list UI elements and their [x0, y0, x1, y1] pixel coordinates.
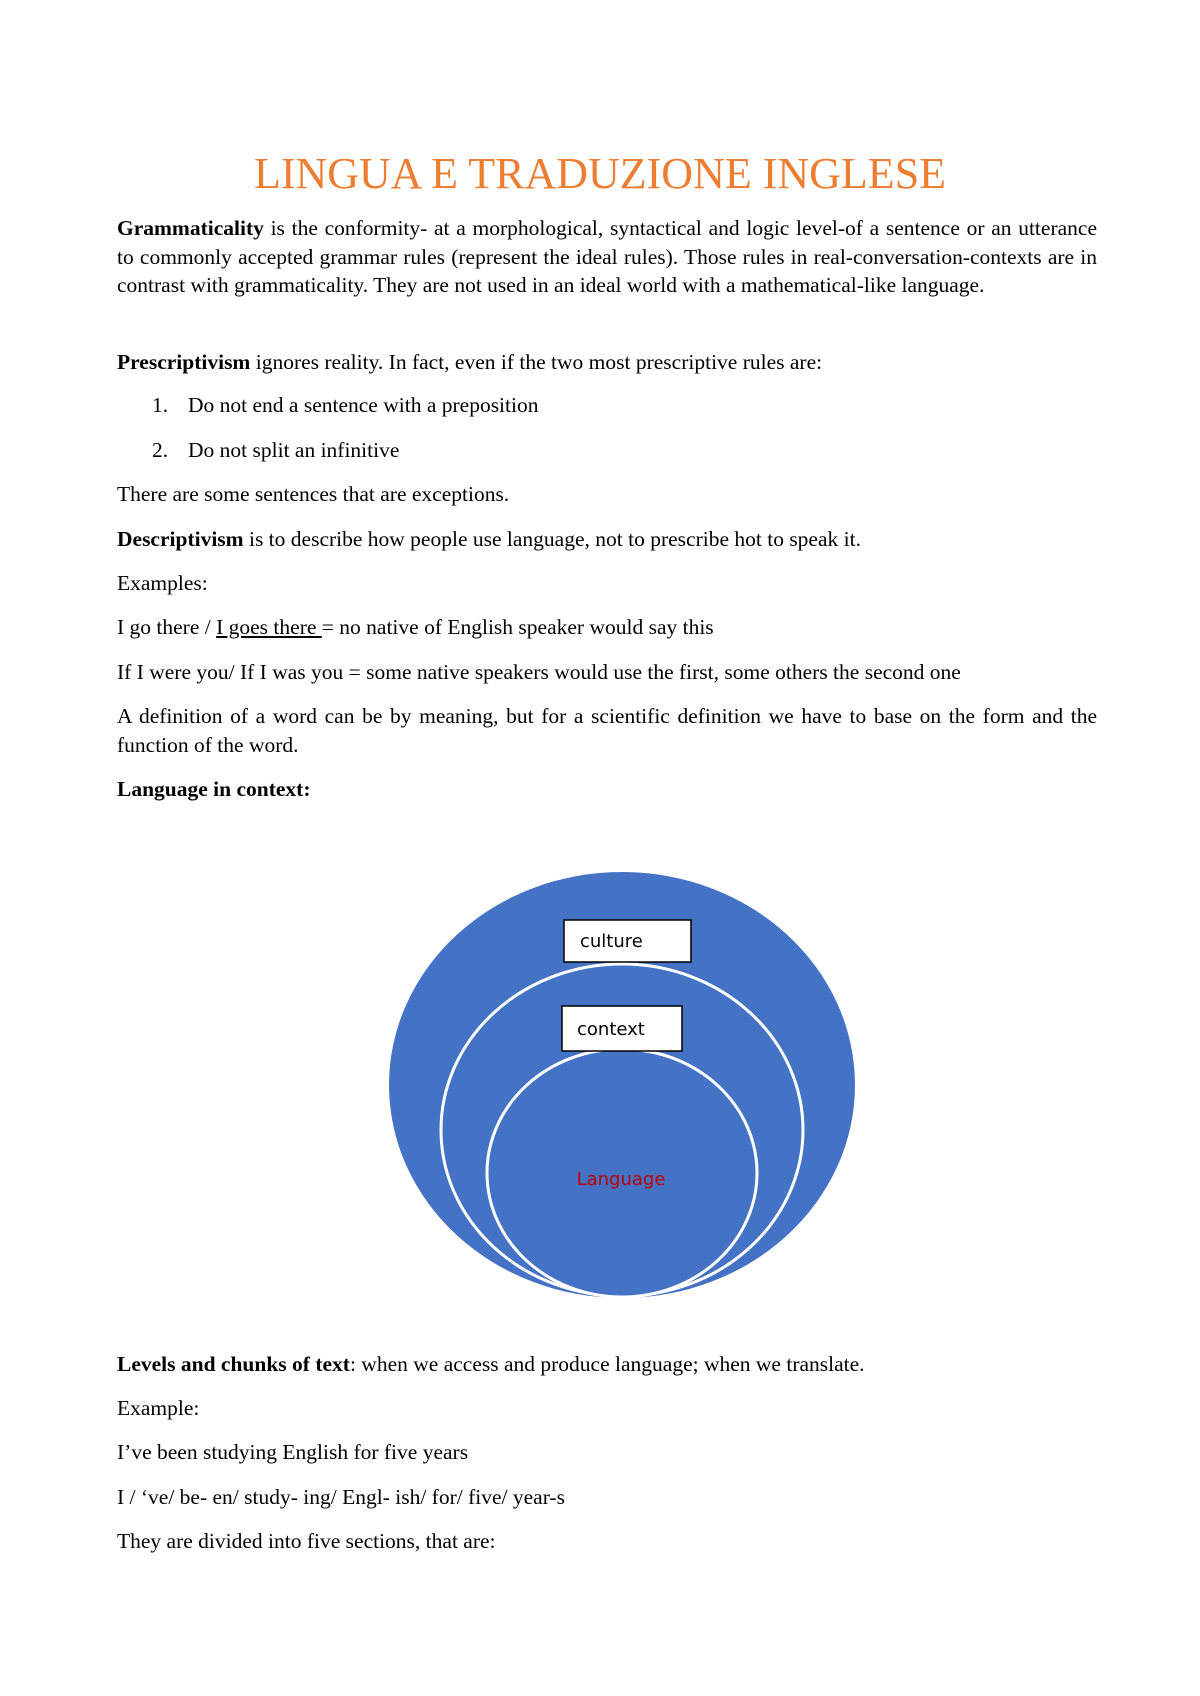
example-sentence: I’ve been studying English for five years — [117, 1440, 469, 1464]
context-label: context — [577, 1019, 645, 1040]
example-line-2: If I were you/ If I was you = some native speakers would use the first, some others the second one — [117, 660, 961, 684]
sections-intro: They are divided into five sections, that are: — [117, 1529, 496, 1553]
levels-text: : when we access and produce language; when we translate. — [349, 1352, 865, 1376]
grammaticality-term: Grammaticality — [117, 216, 264, 240]
descriptivism-text: is to describe how people use language, not to prescribe hot to speak it. — [243, 527, 861, 551]
example-split-sentence: I / ‘ve/ be- en/ study- ing/ Engl- ish/ for/ five/ year-s — [117, 1485, 565, 1509]
example-label: Example: — [117, 1396, 200, 1420]
prescriptivism-text: ignores reality. In fact, even if the two most prescriptive rules are: — [250, 350, 823, 374]
definition-paragraph: A definition of a word can be by meaning, but for a scientific definition we have to base on the form and the function of the word. — [117, 704, 1097, 757]
document-title: LINGUA E TRADUZIONE INGLESE — [253, 149, 947, 198]
list-item-number: 2. — [152, 438, 169, 462]
language-in-context-label: Language in context: — [117, 777, 311, 801]
levels-paragraph — [117, 1350, 1097, 1379]
list-item-text: Do not split an infinitive — [188, 438, 400, 462]
descriptivism-term: Descriptivism — [117, 527, 244, 551]
prescriptivism-term: Prescriptivism — [117, 350, 251, 374]
language-label: Language — [576, 1169, 666, 1190]
list-item-text: Do not end a sentence with a preposition — [188, 393, 539, 417]
culture-label: culture — [580, 931, 643, 952]
example-line-1-end: = no native of English speaker would say this — [321, 615, 714, 639]
exceptions-paragraph: There are some sentences that are exceptions. — [117, 482, 510, 506]
examples-label: Examples: — [117, 571, 208, 595]
example-line-1-underlined: I goes there — [216, 615, 322, 639]
list-item-number: 1. — [152, 393, 169, 417]
grammaticality-text: is the conformity- at a morphological, syntactical and logic level-of a sentence or an utterance to commonly accepted grammar rules (represent the ideal rules). Those rules in real-conversation-contexts are in contrast with grammaticality. They are not used in an ideal world with a mathematical-like language. — [117, 216, 1097, 297]
example-line-1-start: I go there / — [117, 615, 217, 639]
levels-term: Levels and chunks of text — [117, 1352, 350, 1376]
